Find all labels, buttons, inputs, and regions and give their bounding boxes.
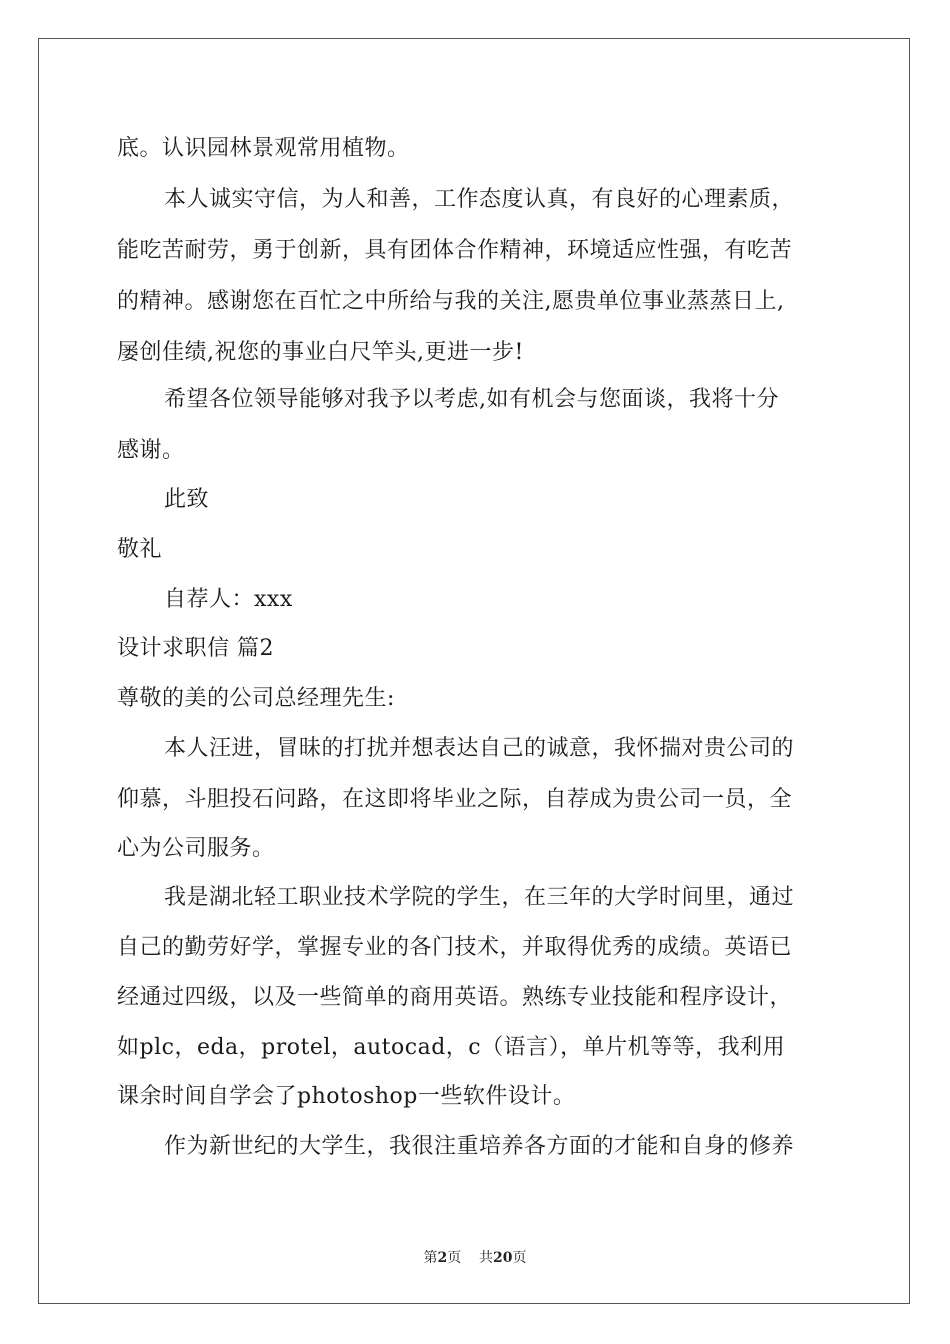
- total-prefix: 共: [479, 1250, 494, 1266]
- salutation: 尊敬的美的公司总经理先生:: [117, 686, 395, 711]
- text-line: 经通过四级，以及一些简单的商用英语。熟练专业技能和程序设计，: [117, 985, 793, 1010]
- text-line: 能吃苦耐劳，勇于创新，具有团体合作精神，环境适应性强，有吃苦: [117, 238, 793, 263]
- page-number: 2: [437, 1250, 448, 1266]
- text-line: 敬礼: [117, 537, 163, 562]
- text-line: 的精神。感谢您在百忙之中所给与我的关注,愿贵单位事业蒸蒸日上,: [117, 289, 785, 314]
- text-line: 课余时间自学会了photoshop一些软件设计。: [117, 1084, 576, 1109]
- text-line: 希望各位领导能够对我予以考虑,如有机会与您面谈，我将十分: [164, 387, 779, 412]
- page-label-suffix: 页: [447, 1250, 462, 1266]
- text-line: 本人诚实守信，为人和善，工作态度认真，有良好的心理素质，: [164, 187, 795, 212]
- text-line: 本人汪进，冒昧的打扰并想表达自己的诚意，我怀揣对贵公司的: [164, 736, 795, 761]
- page-footer: [0, 1247, 950, 1267]
- text-line: 我是湖北轻工职业技术学院的学生，在三年的大学时间里，通过: [164, 885, 795, 910]
- text-line: 作为新世纪的大学生，我很注重培养各方面的才能和自身的修养: [164, 1134, 795, 1159]
- text-line: 屡创佳绩,祝您的事业白尺竿头,更进一步!: [117, 340, 524, 365]
- text-line: 感谢。: [117, 438, 185, 463]
- section-heading: 设计求职信 篇2: [117, 636, 274, 661]
- text-line: 心为公司服务。: [117, 836, 275, 861]
- page-label-prefix: 第: [423, 1250, 438, 1266]
- total-suffix: 页: [512, 1250, 527, 1266]
- text-line: 此致: [164, 487, 210, 512]
- total-pages: 20: [493, 1250, 513, 1266]
- text-line: 自荐人：xxx: [164, 587, 293, 612]
- text-line: 如plc，eda，protel，autocad，c（语言），单片机等等，我利用: [117, 1035, 786, 1060]
- text-line: 自己的勤劳好学，掌握专业的各门技术，并取得优秀的成绩。英语已: [117, 935, 793, 960]
- text-line: 仰慕，斗胆投石问路，在这即将毕业之际，自荐成为贵公司一员，全: [117, 787, 793, 812]
- page-border: [38, 38, 910, 1304]
- text-line: 底。认识园林景观常用植物。: [117, 136, 410, 161]
